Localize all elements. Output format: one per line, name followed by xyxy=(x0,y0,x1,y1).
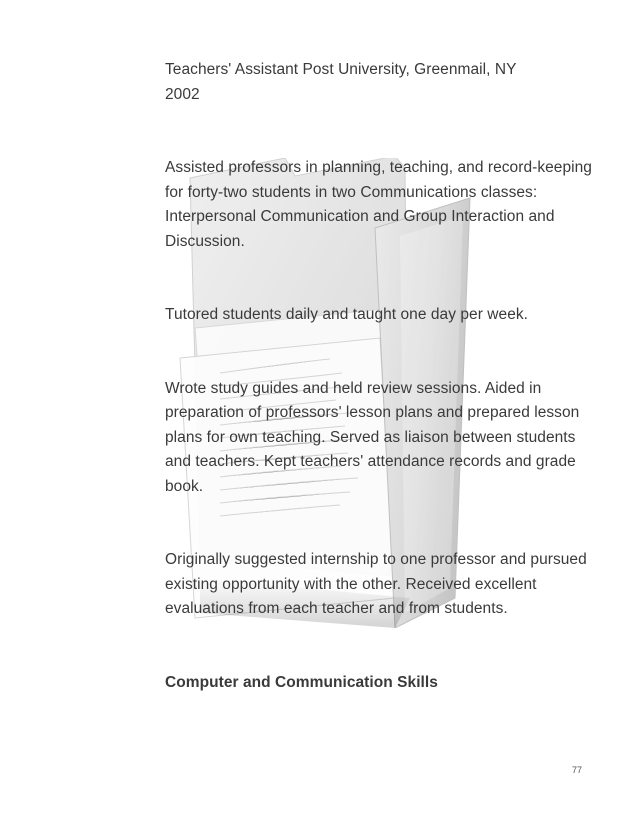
experience-paragraph-4: Originally suggested internship to one professor and pursued existing opportunity with the other. Received excellent evaluations from each teacher and from students. xyxy=(165,551,587,617)
section-heading: Computer and Communication Skills xyxy=(165,673,438,691)
spacer xyxy=(165,622,595,671)
experience-year: 2002 xyxy=(165,85,200,103)
spacer xyxy=(165,254,595,303)
spacer xyxy=(165,328,595,377)
experience-paragraph-1: Assisted professors in planning, teaching, and record-keeping for forty-two students in two Communications classes: Interpersonal Communication and Group Interaction and Discussion. xyxy=(165,159,592,250)
experience-title-line: Teachers' Assistant Post University, Greenmail, NY xyxy=(165,61,517,78)
spacer xyxy=(165,499,595,548)
page-number: 77 xyxy=(571,765,582,775)
spacer xyxy=(165,107,595,156)
experience-paragraph-2: Tutored students daily and taught one day per week. xyxy=(165,306,529,323)
experience-paragraph-3: Wrote study guides and held review sessions. Aided in preparation of professors' lesson plans and prepared lesson plans for own teaching. Served as liaison between students and teachers. Kept teachers' attendance records and grade book. xyxy=(165,379,580,495)
document-content xyxy=(165,58,595,695)
